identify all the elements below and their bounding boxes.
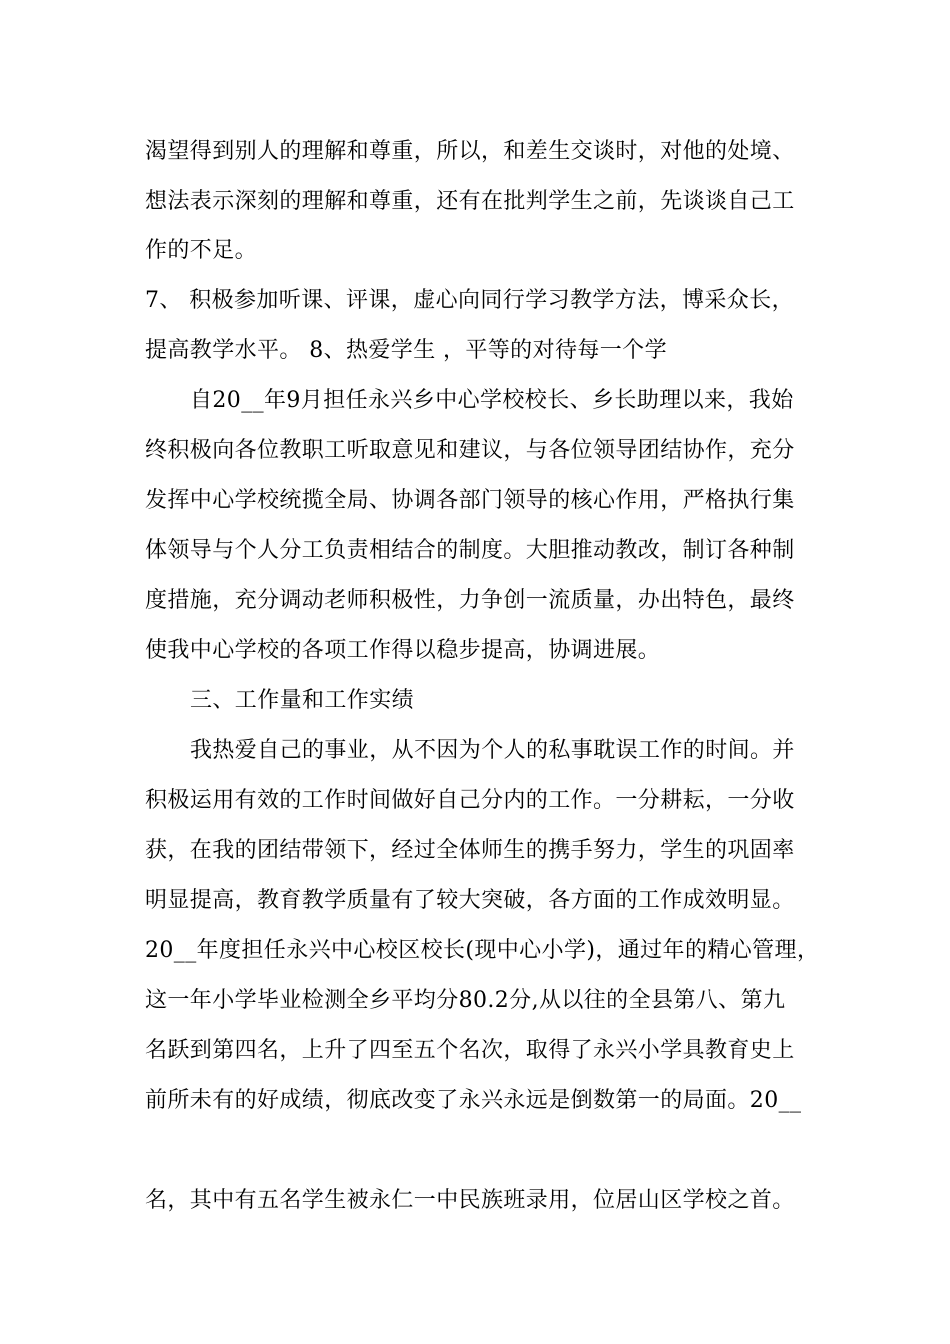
text-line-20: 前所未有的好成绩，彻底改变了永兴永远是倒数第一的局面。20__ bbox=[145, 1088, 802, 1113]
section-heading: 三、工作量和工作实绩 bbox=[190, 688, 415, 713]
text-line-10: 度措施，充分调动老师积极性，力争创一流质量，办出特色，最终 bbox=[145, 588, 795, 613]
paragraph-start: 我热爱自己的事业，从不因为个人的私事耽误工作的时间。并 bbox=[190, 738, 795, 763]
text-line-9: 体领导与个人分工负责相结合的制度。大胆推动教改，制订各种制 bbox=[145, 538, 795, 563]
text-line-14: 积极运用有效的工作时间做好自己分内的工作。一分耕耘，一分收 bbox=[145, 788, 795, 813]
paragraph-start: 自20__年9月担任永兴乡中心学校校长、乡长助理以来，我始 bbox=[190, 388, 794, 413]
text-line-1: 渴望得到别人的理解和尊重，所以，和差生交谈时，对他的处境、 bbox=[145, 139, 795, 164]
text-line-15: 获，在我的团结带领下，经过全体师生的携手努力，学生的巩固率 bbox=[145, 838, 795, 863]
text-line-5: 提高教学水平。 8、热爱学生 ，平等的对待每一个学 bbox=[145, 338, 667, 363]
text-line-19: 名跃到第四名，上升了四至五个名次，取得了永兴小学具教育史上 bbox=[145, 1038, 795, 1063]
text-line-3: 作的不足。 bbox=[145, 238, 258, 263]
text-line-16: 明显提高，教育教学质量有了较大突破，各方面的工作成效明显。 bbox=[145, 888, 795, 913]
text-line-7: 终积极向各位教职工听取意见和建议，与各位领导团结协作，充分 bbox=[145, 438, 795, 463]
text-line-8: 发挥中心学校统揽全局、协调各部门领导的核心作用，严格执行集 bbox=[145, 488, 795, 513]
text-line-18: 这一年小学毕业检测全乡平均分80.2分,从以往的全县第八、第九 bbox=[145, 988, 786, 1013]
text-line-17: 20__年度担任永兴中心校区校长(现中心小学)，通过年的精心管理， bbox=[145, 938, 820, 963]
text-line-11: 使我中心学校的各项工作得以稳步提高，协调进展。 bbox=[145, 638, 661, 663]
text-line-2: 想法表示深刻的理解和尊重，还有在批判学生之前，先谈谈自己工 bbox=[145, 189, 795, 214]
list-item-7: 7、 积极参加听课、评课，虚心向同行学习教学方法，博采众长， bbox=[145, 288, 794, 313]
text-line-21: 名，其中有五名学生被永仁一中民族班录用，位居山区学校之首。 bbox=[145, 1188, 795, 1213]
